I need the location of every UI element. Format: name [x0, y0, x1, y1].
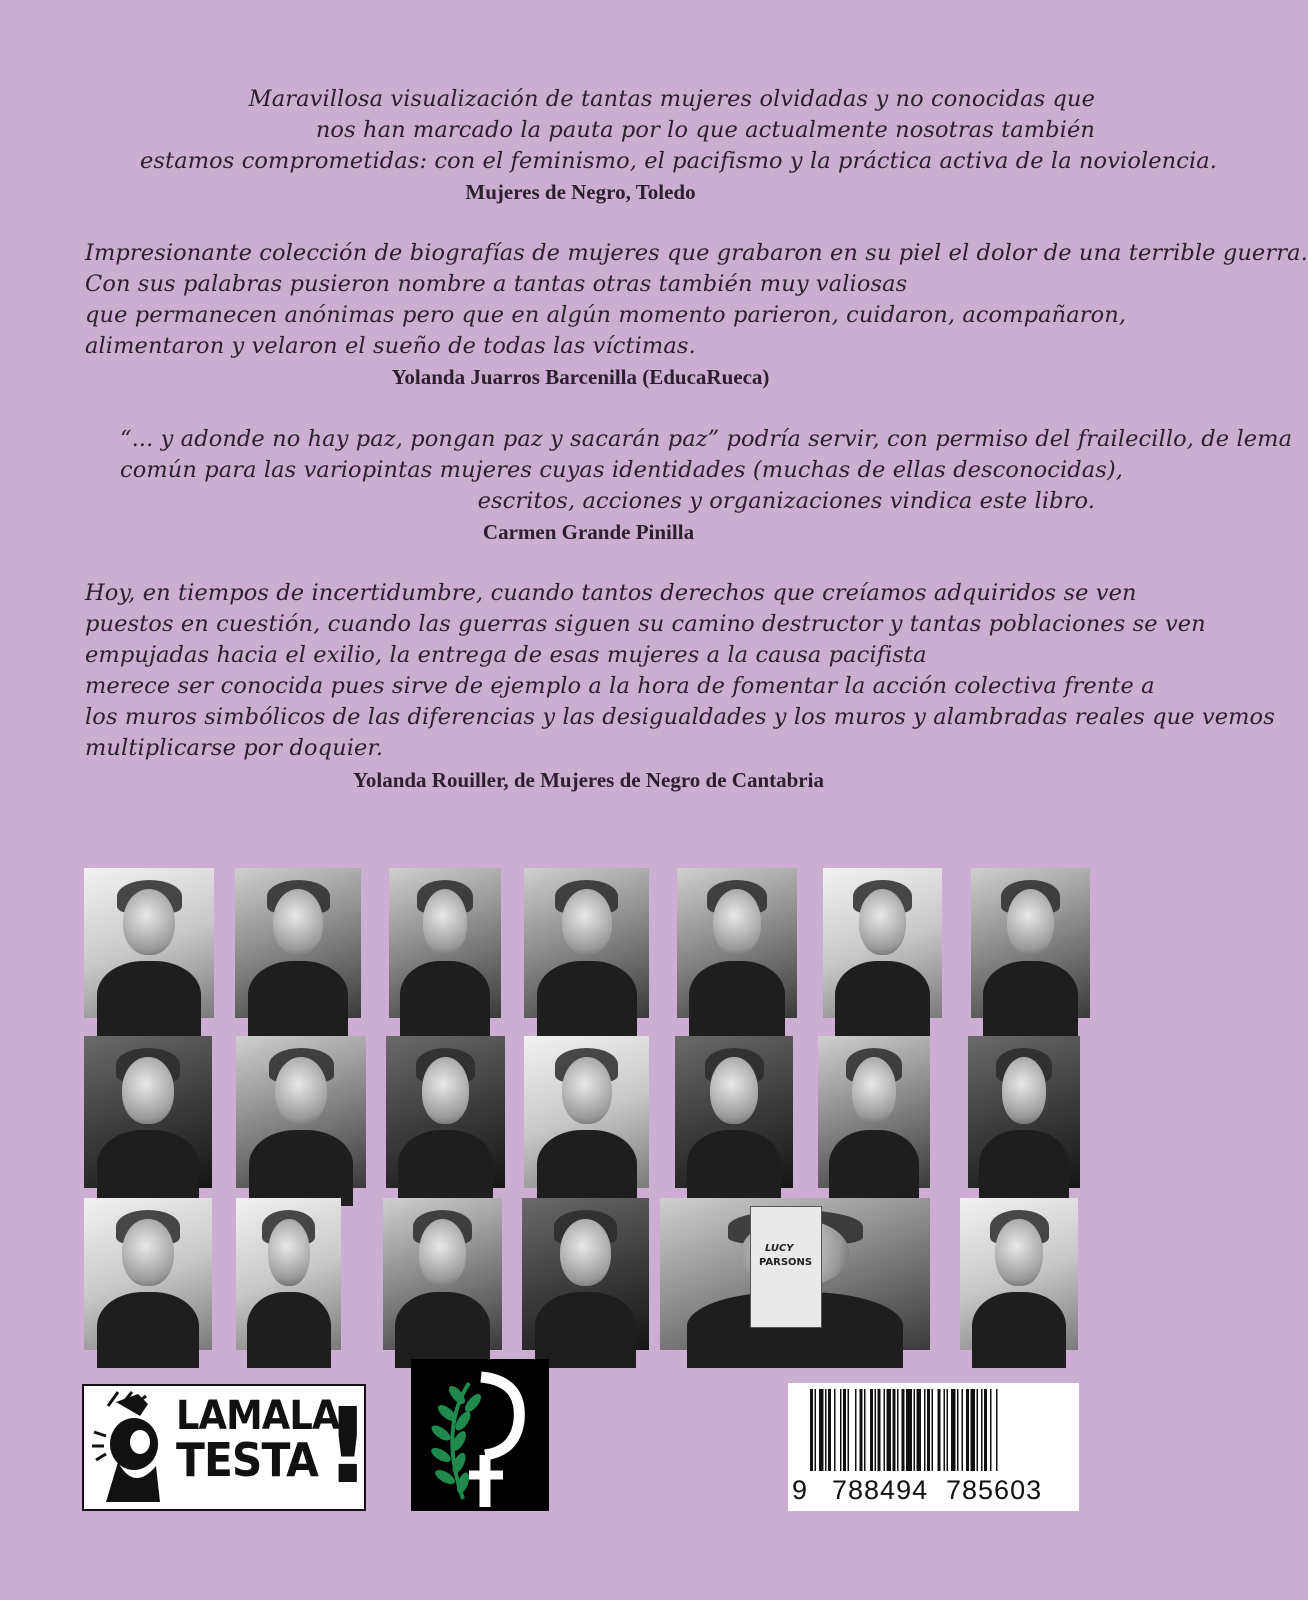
quote-line: alimentaron y velaron el sueño de todas las víctimas.	[85, 333, 696, 359]
quote-3	[120, 424, 1293, 517]
portrait-3-4	[522, 1198, 649, 1350]
quote-line: escritos, acciones y organizaciones vindica este libro.	[477, 488, 1095, 514]
quote-line: Con sus palabras pusieron nombre a tantas otras también muy valiosas	[85, 271, 908, 297]
portrait-2-3	[386, 1036, 505, 1188]
quote-line: los muros simbólicos de las diferencias y las desigualdades y los muros y alambradas reales que vemos	[85, 704, 1275, 730]
quote-line: nos han marcado la pauta por lo que actualmente nosotras también	[315, 117, 1095, 143]
quote-line: común para las variopintas mujeres cuyas identidades (muchas de ellas desconocidas),	[120, 457, 1124, 483]
quote-line: puestos en cuestión, cuando las guerras siguen su camino destructor y tantas poblaciones se ven	[85, 611, 1206, 637]
quote-2	[85, 238, 1308, 362]
portrait-1-4	[524, 868, 649, 1018]
portrait-3-6	[960, 1198, 1078, 1350]
quote-line: “... y adonde no hay paz, pongan paz y sacarán paz” podría servir, con permiso del frailecillo, de lema	[120, 426, 1293, 452]
venus-laurel-icon	[411, 1359, 549, 1511]
collage-poster	[750, 1206, 822, 1328]
quote-line: empujadas hacia el exilio, la entrega de esas mujeres a la causa pacifista	[85, 642, 927, 668]
portrait-1-3	[389, 868, 501, 1018]
barcode-first-digit: 9	[792, 1475, 808, 1505]
quote-2-author: Yolanda Juarros Barcenilla (EducaRueca)	[391, 365, 770, 389]
portrait-1-5	[677, 868, 797, 1018]
poster-text: PARSONS	[759, 1257, 813, 1268]
quote-1-author: Mujeres de Negro, Toledo	[465, 180, 696, 204]
quote-line: Impresionante colección de biografías de mujeres que grabaron en su piel el dolor de una terrible guerra.	[85, 240, 1308, 266]
portrait-3-3	[383, 1198, 502, 1350]
portrait-2-1	[84, 1036, 212, 1188]
portrait-2-4	[524, 1036, 649, 1188]
quote-line: Hoy, en tiempos de incertidumbre, cuando tantos derechos que creíamos adquiridos se ven	[85, 580, 1137, 606]
publisher-logo-line-1: LAMALA-	[176, 1393, 354, 1439]
barcode-digits-left: 788494	[832, 1475, 929, 1505]
barcode-digits-right: 785603	[946, 1475, 1043, 1505]
publisher-logo-line-2: TESTA	[176, 1433, 318, 1487]
portrait-1-7	[971, 868, 1090, 1018]
quote-line: Maravillosa visualización de tantas mujeres olvidadas y no conocidas que	[248, 86, 1095, 112]
portrait-3-1	[84, 1198, 212, 1350]
quote-4-author: Yolanda Rouiller, de Mujeres de Negro de Cantabria	[353, 768, 824, 792]
quote-line: merece ser conocida pues sirve de ejemplo a la hora de fomentar la acción colectiva frente a	[85, 673, 1155, 699]
portrait-2-5	[675, 1036, 793, 1188]
quote-4	[85, 578, 1275, 764]
portrait-1-2	[235, 868, 361, 1018]
portrait-1-6	[823, 868, 942, 1018]
portrait-2-2	[236, 1036, 366, 1188]
portrait-2-6	[818, 1036, 930, 1188]
portrait-3-2	[236, 1198, 341, 1350]
isbn-barcode	[788, 1383, 1079, 1511]
bearded-man-illustration	[88, 1392, 178, 1508]
quote-line: estamos comprometidas: con el feminismo, el pacifismo y la práctica activa de la noviolencia.	[140, 148, 1218, 174]
quote-line: multiplicarse por doquier.	[85, 735, 384, 761]
feminist-pacifist-logo	[411, 1359, 549, 1511]
portrait-1-1	[84, 868, 214, 1018]
quote-3-author: Carmen Grande Pinilla	[482, 520, 695, 544]
exclamation-mark: !	[324, 1385, 372, 1507]
portrait-2-7	[968, 1036, 1080, 1188]
publisher-logo	[82, 1384, 372, 1511]
quote-1	[140, 84, 1218, 177]
quote-line: que permanecen anónimas pero que en algún momento parieron, cuidaron, acompañaron,	[85, 302, 1127, 328]
poster-text: LUCY	[765, 1243, 794, 1254]
